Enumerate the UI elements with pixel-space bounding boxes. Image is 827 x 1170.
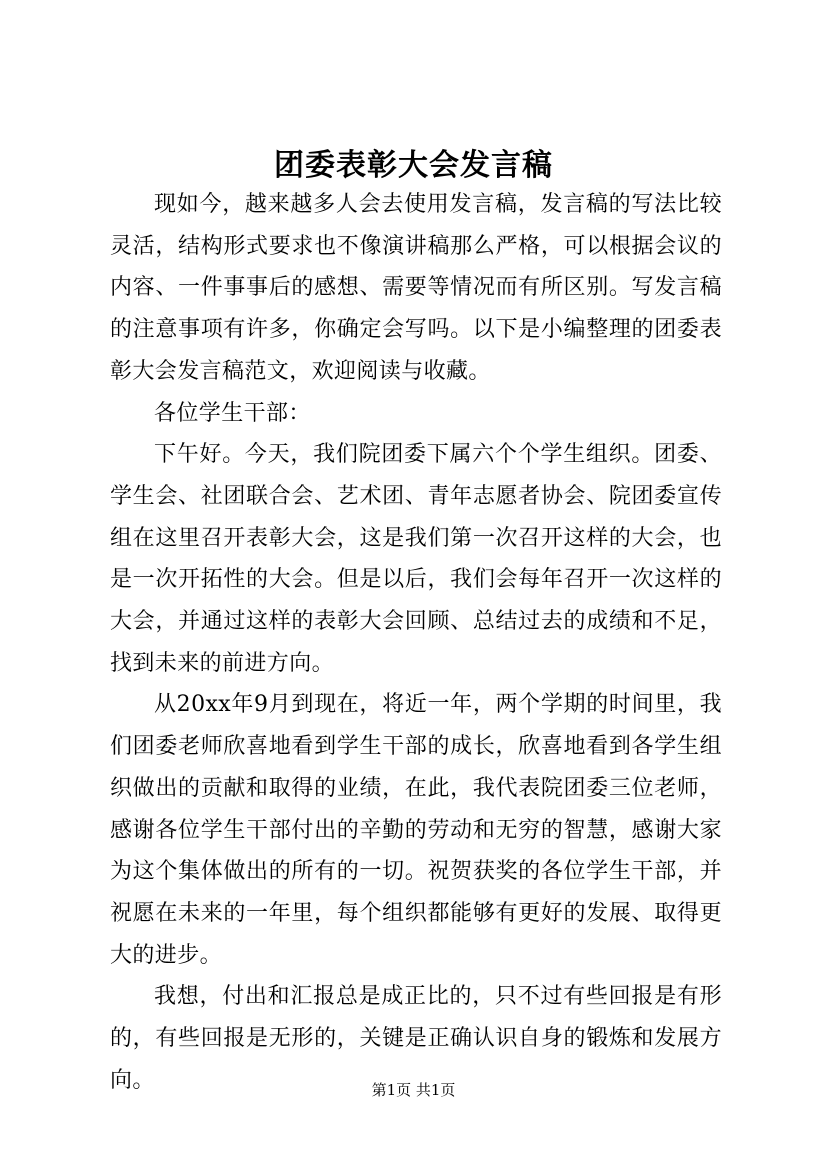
intro-paragraph: 现如今，越来越多人会去使用发言稿，发言稿的写法比较灵活，结构形式要求也不像演讲稿那么严格，可以根据会议的内容、一件事事后的感想、需要等情况而有所区别。写发言稿的注意事项有许多，你确定会写吗。以下是小编整理的团委表彰大会发言稿范文，欢迎阅读与收藏。 bbox=[110, 192, 722, 384]
salutation-paragraph: 各位学生干部： bbox=[154, 400, 311, 426]
greeting-paragraph: 下午好。今天，我们院团委下属六个个学生组织。团委、学生会、社团联合会、艺术团、青年志愿者协会、院团委宣传组在这里召开表彰大会，这是我们第一次召开这样的大会，也是一次开拓性的大会。但是以后，我们会每年召开一次这样的大会，并通过这样的表彰大会回顾、总结过去的成绩和不足，找到未来的前进方向。 bbox=[110, 442, 722, 676]
document-body bbox=[110, 184, 722, 1101]
page-footer: 第1页 共1页 bbox=[371, 1081, 456, 1099]
thanks-paragraph: 从20xx年9月到现在，将近一年，两个学期的时间里，我们团委老师欣喜地看到学生干部的成长，欣喜地看到各学生组织做出的贡献和取得的业绩，在此，我代表院团委三位老师，感谢各位学生干部付出的辛勤的劳动和无穷的智慧，感谢大家为这个集体做出的所有的一切。祝贺获奖的各位学生干部，并祝愿在未来的一年里，每个组织都能够有更好的发展、取得更大的进步。 bbox=[110, 692, 722, 968]
closing-paragraph: 我想，付出和汇报总是成正比的，只不过有些回报是有形的，有些回报是无形的，关键是正确认识自身的锻炼和发展方向。 bbox=[110, 984, 722, 1093]
document-title: 团委表彰大会发言稿 bbox=[274, 148, 553, 183]
